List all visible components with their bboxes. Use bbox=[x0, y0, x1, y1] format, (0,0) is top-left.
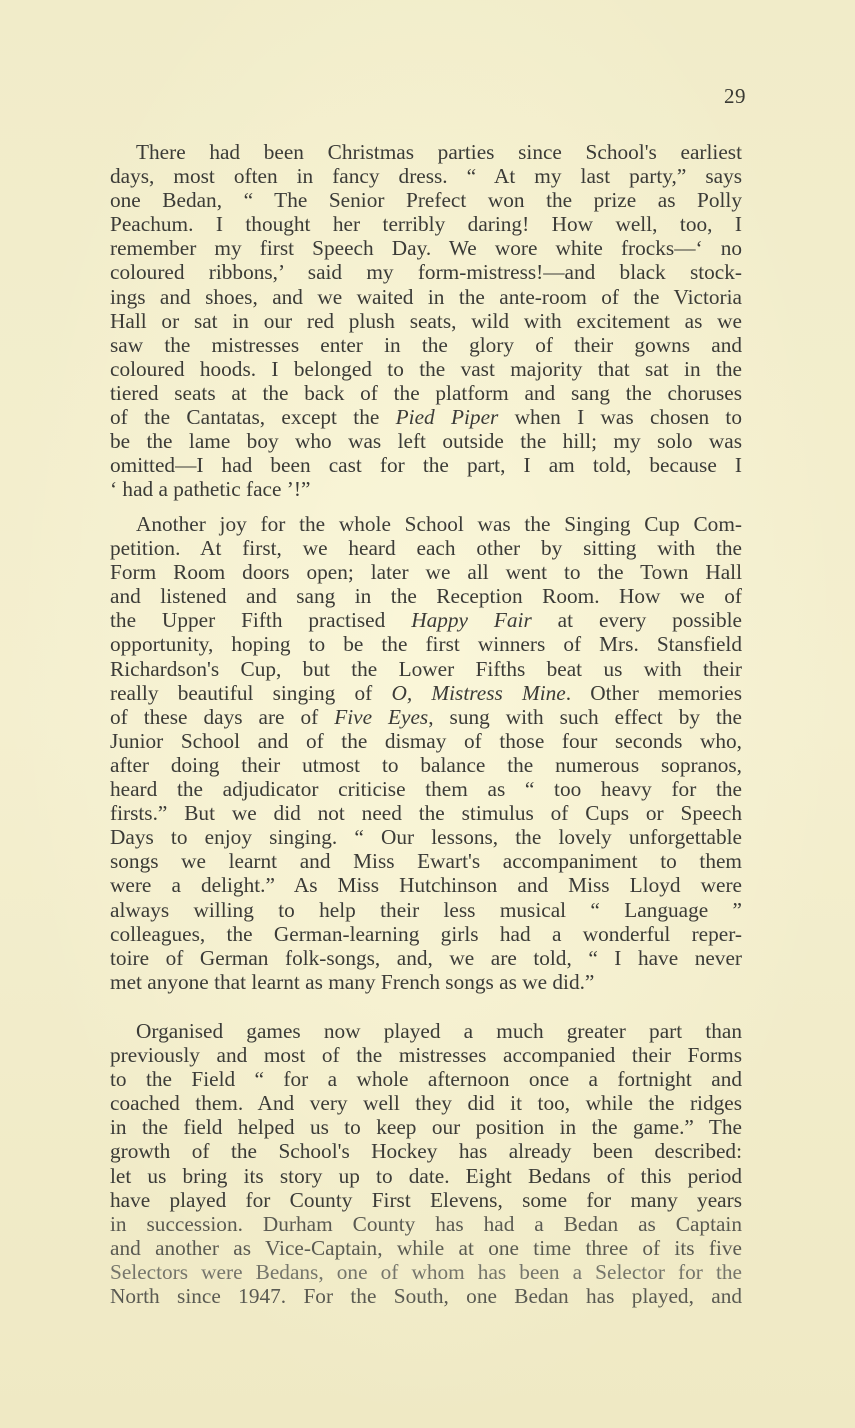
text-line: let us bring its story up to date. Eight Bedans of this period bbox=[110, 1163, 742, 1188]
text-line: ings and shoes, and we waited in the ante-room of the Victoria bbox=[110, 284, 742, 309]
text-line: Richardson's Cup, but the Lower Fifths beat us with their bbox=[110, 656, 742, 681]
text-line: opportunity, hoping to be the first winners of Mrs. Stansfield bbox=[110, 632, 742, 657]
text-line: were a delight.” As Miss Hutchinson and Miss Lloyd were bbox=[110, 873, 742, 898]
text-line: coloured hoods. I belonged to the vast majority that sat in the bbox=[110, 356, 742, 381]
text-line: Organised games now played a much greater part than bbox=[136, 1019, 742, 1043]
text-line: growth of the School's Hockey has already been described: bbox=[110, 1139, 742, 1164]
text-line: and listened and sang in the Reception Room. How we of bbox=[110, 584, 742, 609]
text-line: to the Field “ for a whole afternoon once a fortnight and bbox=[110, 1067, 742, 1092]
text-line: be the lame boy who was left outside the hill; my solo was bbox=[110, 429, 742, 454]
text-line: Selectors were Bedans, one of whom has been a Selector for the bbox=[110, 1259, 742, 1284]
text-line: in the field helped us to keep our position in the game.” The bbox=[110, 1115, 742, 1140]
text-line: always willing to help their less musical “ Language ” bbox=[110, 897, 742, 922]
text-line: Another joy for the whole School was the Singing Cup Com- bbox=[136, 512, 742, 536]
text-line: songs we learnt and Miss Ewart's accompaniment to them bbox=[110, 849, 742, 874]
text-line: There had been Christmas parties since School's earliest bbox=[136, 140, 742, 164]
paragraph-christmas-parties bbox=[110, 140, 742, 501]
text-line: heard the adjudicator criticise them as “ too heavy for the bbox=[110, 777, 742, 802]
text-line: met anyone that learnt as many French songs as we did.” bbox=[110, 969, 595, 994]
text-line: remember my first Speech Day. We wore white frocks—‘ no bbox=[110, 236, 742, 261]
text-line: Junior School and of the dismay of those four seconds who, bbox=[110, 728, 742, 753]
text-line: coached them. And very well they did it too, while the ridges bbox=[110, 1091, 742, 1116]
text-line: North since 1947. For the South, one Bedan has played, and bbox=[110, 1284, 742, 1309]
text-line: toire of German folk-songs, and, we are told, “ I have never bbox=[110, 945, 742, 970]
paragraph-singing-cup bbox=[110, 512, 742, 994]
text-line: the Upper Fifth practised Happy Fair at every possible bbox=[110, 608, 742, 633]
text-line: days, most often in fancy dress. “ At my last party,” says bbox=[110, 164, 742, 189]
text-line: really beautiful singing of O, Mistress Mine. Other memories bbox=[110, 680, 742, 705]
text-line: colleagues, the German-learning girls had a wonderful reper- bbox=[110, 921, 742, 946]
text-line: in succession. Durham County has had a Bedan as Captain bbox=[110, 1211, 742, 1236]
text-line: previously and most of the mistresses accompanied their Forms bbox=[110, 1043, 742, 1068]
text-line: Form Room doors open; later we all went to the Town Hall bbox=[110, 560, 742, 585]
text-line: after doing their utmost to balance the numerous sopranos, bbox=[110, 752, 742, 777]
paragraph-organised-games bbox=[110, 1019, 742, 1308]
text-line: tiered seats at the back of the platform and sang the choruses bbox=[110, 380, 742, 405]
text-line: ‘ had a pathetic face ’!” bbox=[110, 477, 311, 502]
text-line: saw the mistresses enter in the glory of their gowns and bbox=[110, 332, 742, 357]
text-line: Peachum. I thought her terribly daring! How well, too, I bbox=[110, 212, 742, 237]
page-number: 29 bbox=[724, 84, 746, 108]
text-line: have played for County First Elevens, some for many years bbox=[110, 1187, 742, 1212]
text-line: and another as Vice-Captain, while at one time three of its five bbox=[110, 1235, 742, 1260]
text-line: Hall or sat in our red plush seats, wild with excitement as we bbox=[110, 308, 742, 333]
text-line: of the Cantatas, except the Pied Piper when I was chosen to bbox=[110, 405, 742, 430]
text-line: petition. At first, we heard each other by sitting with the bbox=[110, 536, 742, 561]
text-line: firsts.” But we did not need the stimulus of Cups or Speech bbox=[110, 801, 742, 826]
text-line: Days to enjoy singing. “ Our lessons, the lovely unforgettable bbox=[110, 825, 742, 850]
text-line: omitted—I had been cast for the part, I am told, because I bbox=[110, 453, 742, 478]
text-line: coloured ribbons,’ said my form-mistress!—and black stock- bbox=[110, 260, 742, 285]
text-line: one Bedan, “ The Senior Prefect won the prize as Polly bbox=[110, 188, 742, 213]
text-line: of these days are of Five Eyes, sung with such effect by the bbox=[110, 704, 742, 729]
